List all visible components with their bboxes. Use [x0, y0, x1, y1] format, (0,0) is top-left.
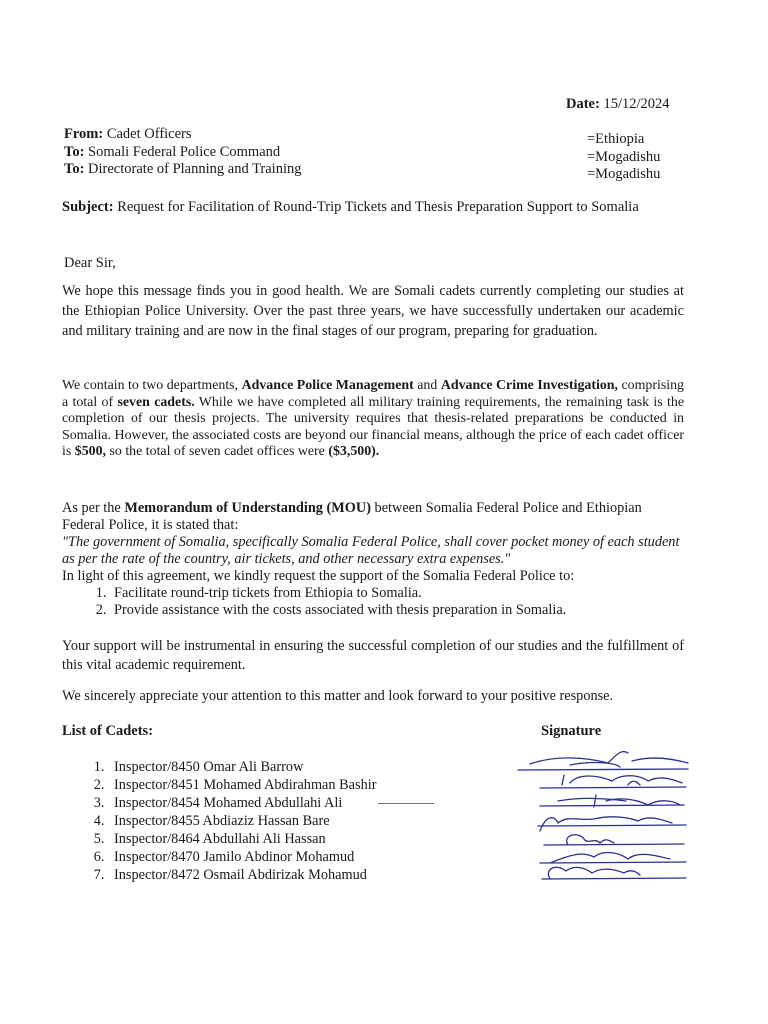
location-to-1: =Mogadishu — [587, 148, 661, 165]
cadet-item: 6. Inspector/8470 Jamilo Abdinor Mohamud — [108, 848, 488, 866]
cadet-item: 4. Inspector/8455 Abdiaziz Hassan Bare — [108, 812, 488, 830]
letter-date — [566, 96, 670, 113]
cadet-list-title: List of Cadets: — [62, 723, 154, 739]
date-value: 15/12/2024 — [603, 96, 670, 112]
subject-line — [62, 199, 682, 217]
paragraph-support: Your support will be instrumental in ensuring the successful completion of our studies and the fulfillment of this vital academic requirement. — [62, 638, 684, 673]
mou-quote: "The government of Somalia, specifically Somalia Federal Police, shall cover pocket money of each student as per the rate of the country, air tickets, and other necessary extra expenses." — [62, 534, 680, 567]
request-item: 2. Provide assistance with the costs associated with thesis preparation in Somalia. — [110, 602, 684, 619]
greeting: Dear Sir, — [64, 255, 116, 271]
address-block — [64, 126, 301, 179]
paragraph-mou: As per the Memorandum of Understanding (MOU) between Somalia Federal Police and Ethiopian Federal Police, it is stated that: "The government of Somalia, specifically Somalia Federal Police, shall cover pocket money of each student as per the rate of the country, air tickets, and other necessary extra expenses." In light of this agreement, we kindly request the support of the Somalia Federal Police to: 1. Facilitate round-trip tickets from Ethiopia to Somalia. 2. Provide assistance with the costs associated with thesis preparation in Somalia. — [62, 500, 684, 619]
location-to-2: =Mogadishu — [587, 166, 661, 182]
paragraph-departments: We contain to two departments, Advance Police Management and Advance Crime Investigation, comprising a total of seven cadets. While we have completed all military training requirements, the remaining task is the completion of our thesis projects. The university requires that thesis-related preparations be conducted in Somalia. However, the associated costs are beyond our financial means, although the price of each cadet officer is $500, so the total of seven cadet offices were ($3,500). — [62, 378, 684, 460]
paragraph-closing: We sincerely appreciate your attention to this matter and look forward to your positive response. — [62, 688, 614, 704]
signature-1 — [518, 751, 688, 770]
from-line: From: Cadet Officers — [64, 126, 192, 142]
cadet-item: 7. Inspector/8472 Osmail Abdirizak Mohamud — [108, 866, 488, 884]
cadet-item: 5. Inspector/8464 Abdullahi Ali Hassan — [108, 830, 488, 848]
request-list — [62, 585, 684, 619]
pen-stroke — [378, 803, 434, 804]
signature-6 — [540, 853, 686, 863]
signature-title: Signature — [541, 723, 602, 739]
signature-3 — [540, 795, 684, 807]
cadet-item: 2. Inspector/8451 Mohamed Abdirahman Bashir — [108, 776, 488, 794]
subject-label: Subject: — [62, 199, 114, 215]
signature-7 — [542, 867, 686, 879]
signatures-block — [510, 745, 700, 890]
date-label: Date: — [566, 96, 600, 112]
to-line-2: To: Directorate of Planning and Training — [64, 161, 302, 177]
signature-2 — [540, 775, 686, 788]
paragraph-intro: We hope this message finds you in good health. We are Somali cadets currently completing our studies at the Ethiopian Police University. Over the past three years, we have successfully undertaken our academic and military training and are now in the final stages of our program, preparing for graduation. — [62, 283, 684, 339]
request-item: 1. Facilitate round-trip tickets from Ethiopia to Somalia. — [110, 585, 684, 602]
to-line-1: To: Somali Federal Police Command — [64, 143, 281, 160]
signature-4 — [538, 817, 686, 831]
location-block — [587, 131, 660, 184]
cadet-item: 1. Inspector/8450 Omar Ali Barrow — [108, 758, 488, 776]
cadet-item: 3. Inspector/8454 Mohamed Abdullahi Ali — [108, 794, 488, 812]
cadet-list — [62, 758, 488, 884]
location-from: =Ethiopia — [587, 131, 645, 147]
subject-text: Request for Facilitation of Round-Trip Tickets and Thesis Preparation Support to Somalia — [117, 199, 639, 215]
signature-5 — [544, 835, 684, 845]
